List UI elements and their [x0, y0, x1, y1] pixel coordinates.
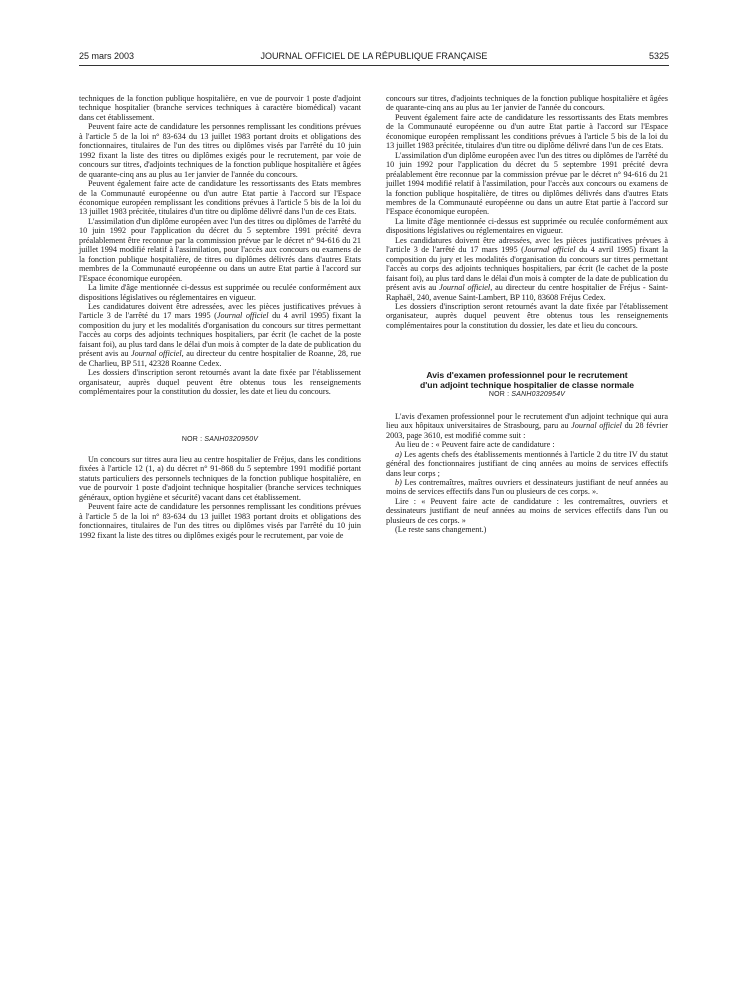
paragraph: [386, 412, 668, 440]
paragraph: Au lieu de : « Peuvent faire acte de candidature :: [395, 440, 555, 450]
paragraph: Peuvent faire acte de candidature les personnes remplissant les conditions prévues à l'article 5 de la loi n° 83-634 du 13 juillet 1983 portant droits et obligations des fonctionnaires, titulaires de l'un des titres ou diplômes visés par l'arrêté du 10 juin 1992 fixant la liste des titres ou diplômes exigés pour le recrutement, par voie de concours sur titres, d'adjoints techniques de la fonction publique hospitalière et âgées de quarante-cinq ans au plus au 1er janvier de l'année du concours.: [79, 122, 361, 179]
text-run: Les contremaîtres, maîtres ouvriers et dessinateurs justifiant de neuf années au moins de services effectifs dans l'un ou plusieurs de ces corps. ».: [386, 477, 668, 497]
text-run: Les agents chefs des établissements mentionnés à l'article 2 du titre IV du statut général des fonctionnaires justifiant de cinq années au moins de services effectifs dans leur corps ;: [386, 449, 668, 478]
header-rule: [79, 65, 669, 66]
paragraph: L'assimilation d'un diplôme européen avec l'un des titres ou diplômes de l'arrêté du 10 juin 1992 pour l'application du décret du 5 septembre 1991 précité devra préalablement être reconnue par la commission prévue par le décret n° 94-616 du 21 juillet 1994 modifié relatif à l'assimilation, pour l'accès aux concours ou examens de la fonction publique hospitalière, de titres ou diplômes délivrés dans d'autres Etats membres de la Communauté européenne ou dans un autre Etat partie à l'accord sur l'Espace économique européen.: [79, 216, 361, 283]
paragraph: La limite d'âge mentionnée ci-dessus est supprimée ou reculée conformément aux dispositions législatives ou réglementaires en vigueur.: [386, 216, 668, 236]
page-number: 5325: [648, 51, 669, 61]
text-run: du 4 avril 1995) fixant la composition du jury et les modalités d'organisation du concours sur titres permettant l'accès au corps des adjoints techniques hospitaliers, par écrit (le cachet de la poste faisant foi), au plus tard dans le délai d'un mois à compter de la date de publication du présent avis au: [79, 311, 361, 359]
right-column: [386, 94, 668, 535]
section-heading: [386, 370, 668, 390]
paragraph: Un concours sur titres aura lieu au centre hospitalier de Fréjus, dans les conditions fixées à l'article 12 (1, a) du décret n° 91-868 du 5 septembre 1991 modifié portant statuts particuliers des personnels techniques de la fonction publique hospitalière, en vue de pourvoir 1 poste d'adjoint technique hospitalier (branche services techniques généraux, option hygiène et sécurité) vacant dans cet établissement.: [79, 454, 361, 502]
paragraph: Peuvent également faire acte de candidature les ressortissants des Etats membres de la Communauté européenne ou d'un autre Etat partie à l'accord sur l'Espace économique européen remplissant les conditions prévues à l'article 5 bis de la loi du 13 juillet 1983 précitée, titulaires d'un titre ou diplôme délivré dans l'un de ces Etats.: [386, 112, 668, 151]
text-run: L'avis d'examen professionnel pour le recrutement d'un adjoint technique qui aura lieu aux hôpitaux universitaires de Strasbourg, paru au: [386, 411, 668, 431]
list-marker: b): [395, 477, 402, 487]
paragraph: [386, 478, 668, 497]
nor-label: NOR :: [181, 435, 205, 443]
journal-title: JOURNAL OFFICIEL DE LA RÉPUBLIQUE FRANÇAISE: [260, 51, 488, 61]
nor-code: SANH0320950V: [204, 435, 259, 443]
issue-date: 25 mars 2003: [79, 51, 135, 61]
list-marker: a): [395, 449, 402, 459]
heading-line: d'un adjoint technique hospitalier de classe normale: [419, 380, 635, 391]
text-run: , au directeur du centre hospitalier de Roanne, 28, rue de Charlieu, BP 511, 42328 Roanne Cedex.: [79, 349, 361, 368]
paragraph: La limite d'âge mentionnée ci-dessus est supprimée ou reculée conformément aux dispositions législatives ou réglementaires en vigueur.: [79, 283, 361, 302]
journal-officiel-ref: Journal officiel: [523, 245, 576, 255]
text-run: du 4 avril 1995) fixant la composition du jury et les modalités d'organisation du concours sur titres permettant l'accès au corps des adjoints techniques hospitaliers, par écrit (le cachet de la poste faisant foi), au plus tard dans le délai d'un mois à compter de la date de publication du présent avis au: [386, 245, 668, 293]
paragraph: techniques de la fonction publique hospitalière, en vue de pourvoir 1 poste d'adjoint technique hospitalier (branche services techniques à caractère biomédical) vacant dans cet établissement.: [79, 94, 361, 122]
paragraph: concours sur titres, d'adjoints techniques de la fonction publique hospitalière et âgées de quarante-cinq ans au plus au 1er janvier de l'année du concours.: [386, 94, 668, 113]
journal-officiel-ref: Journal officiel: [571, 421, 622, 431]
paragraph: Les dossiers d'inscription seront retournés avant la date fixée par l'établissement organisateur, auprès duquel peuvent être obtenus tous les renseignements complémentaires pour la constitution du dossier, les date et lieu du concours.: [386, 301, 668, 330]
paragraph: Les dossiers d'inscription seront retournés avant la date fixée par l'établissement organisateur, auprès duquel peuvent être obtenus tous les renseignements complémentaires pour la constitution du dossier, les date et lieu du concours.: [79, 368, 361, 397]
paragraph: [386, 236, 668, 302]
text-run: Les candidatures doivent être adressées, avec les pièces justificatives prévues à l'article 3 de l'arrêté du 17 mars 1995 (: [386, 235, 668, 255]
journal-officiel-ref: Journal officiel: [439, 283, 491, 293]
nor-reference: [79, 435, 361, 444]
left-column: [79, 94, 361, 540]
journal-officiel-ref: Journal officiel: [130, 349, 182, 359]
paragraph: Lire : « Peuvent faire acte de candidature : les contremaîtres, ouvriers et dessinateurs justifiant de neuf années au moins de services effectifs dans l'un ou plusieurs de ces corps. »: [386, 496, 668, 525]
running-header: [79, 51, 669, 65]
text-run: , au directeur du centre hospitalier de Fréjus - Saint-Raphaël, 240, avenue Saint-Lambert, BP 110, 83608 Fréjus Cedex.: [386, 283, 668, 302]
nor-code: SANH0320954V: [511, 391, 566, 399]
journal-officiel-ref: Journal officiel: [216, 311, 269, 321]
text-run: Les candidatures doivent être adressées, avec les pièces justificatives prévues à l'article 3 de l'arrêté du 17 mars 1995 (: [79, 301, 361, 321]
paragraph: (Le reste sans changement.): [395, 525, 487, 535]
paragraph: [79, 302, 361, 368]
heading-line: Avis d'examen professionnel pour le recrutement: [426, 370, 628, 381]
paragraph: L'assimilation d'un diplôme européen avec l'un des titres ou diplômes de l'arrêté du 10 juin 1992 pour l'application du décret du 5 septembre 1991 précité devra préalablement être reconnue par la commission prévue par le décret n° 94-616 du 21 juillet 1994 modifié relatif à l'assimilation, pour l'accès aux concours ou examens de la fonction publique hospitalière, de titres ou diplômes délivrés dans d'autres Etats membres de la Communauté européenne ou dans un autre Etat partie à l'accord sur l'Espace économique européen.: [386, 150, 668, 217]
paragraph: Peuvent également faire acte de candidature les ressortissants des Etats membres de la Communauté européenne ou d'un autre Etat partie à l'accord sur l'Espace économique européen remplissant les conditions prévues à l'article 5 bis de la loi du 13 juillet 1983 précitée, titulaires d'un titre ou diplôme délivré dans l'un de ces Etats.: [79, 179, 361, 217]
text-run: du 28 février 2003, page 3610, est modifié comme suit :: [386, 421, 668, 440]
paragraph: [386, 450, 668, 478]
nor-label: NOR :: [488, 391, 512, 399]
paragraph: Peuvent faire acte de candidature les personnes remplissant les conditions prévues à l'article 5 de la loi n° 83-634 du 13 juillet 1983 portant droits et obligations des fonctionnaires, titulaires de l'un des titres ou diplômes visés par l'arrêté du 10 juin 1992 fixant la liste des titres ou diplômes exigés pour le recrutement, par voie de: [79, 502, 361, 540]
nor-reference: [386, 390, 668, 399]
